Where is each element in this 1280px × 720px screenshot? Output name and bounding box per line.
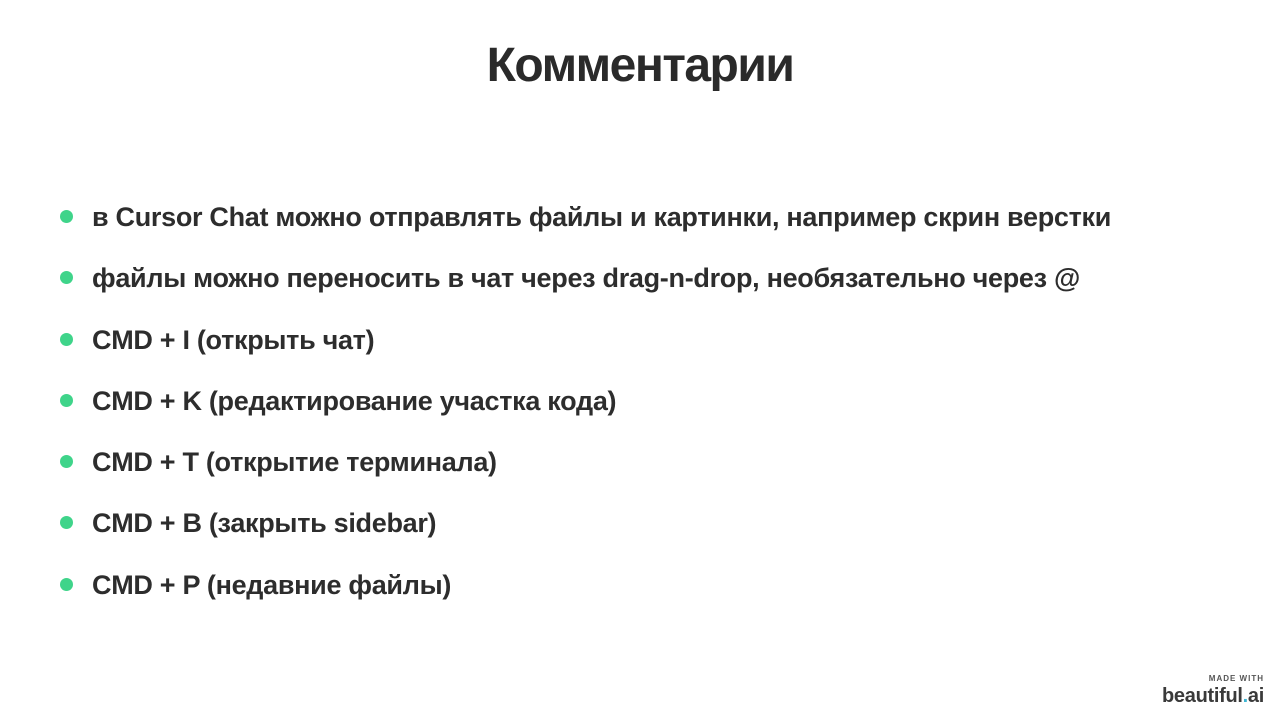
bullet-item	[60, 251, 1111, 312]
made-with-label: MADE WITH	[1208, 674, 1264, 683]
bullet-item	[60, 435, 1111, 496]
bullet-dot-icon	[60, 333, 73, 346]
made-with-badge[interactable]	[1162, 674, 1264, 708]
bullet-text: CMD + T (открытие терминала)	[92, 447, 497, 478]
bullet-item	[60, 374, 1111, 435]
bullet-text: CMD + P (недавние файлы)	[92, 569, 452, 600]
bullet-text: CMD + K (редактирование участка кода)	[92, 385, 617, 416]
bullet-item	[60, 558, 1111, 619]
brand-dot: .	[1242, 685, 1248, 707]
bullet-item	[60, 313, 1111, 374]
slide-title: Комментарии	[486, 39, 794, 92]
bullet-list	[60, 190, 1111, 619]
bullet-dot-icon	[60, 394, 73, 407]
bullet-dot-icon	[60, 271, 73, 284]
brand-logo	[1162, 684, 1264, 708]
bullet-dot-icon	[60, 455, 73, 468]
bullet-dot-icon	[60, 578, 73, 591]
bullet-item	[60, 496, 1111, 557]
brand-name: beautiful	[1162, 685, 1243, 707]
bullet-text: CMD + I (открыть чат)	[92, 324, 375, 355]
bullet-text: в Cursor Chat можно отправлять файлы и картинки, например скрин верстки	[92, 202, 1112, 232]
bullet-text: CMD + B (закрыть sidebar)	[92, 508, 437, 539]
bullet-item	[60, 190, 1111, 251]
bullet-dot-icon	[60, 516, 73, 529]
bullet-dot-icon	[60, 210, 73, 223]
brand-suffix: ai	[1247, 685, 1264, 707]
bullet-text: файлы можно переносить в чат через drag-n-drop, необязательно через @	[92, 263, 1080, 294]
